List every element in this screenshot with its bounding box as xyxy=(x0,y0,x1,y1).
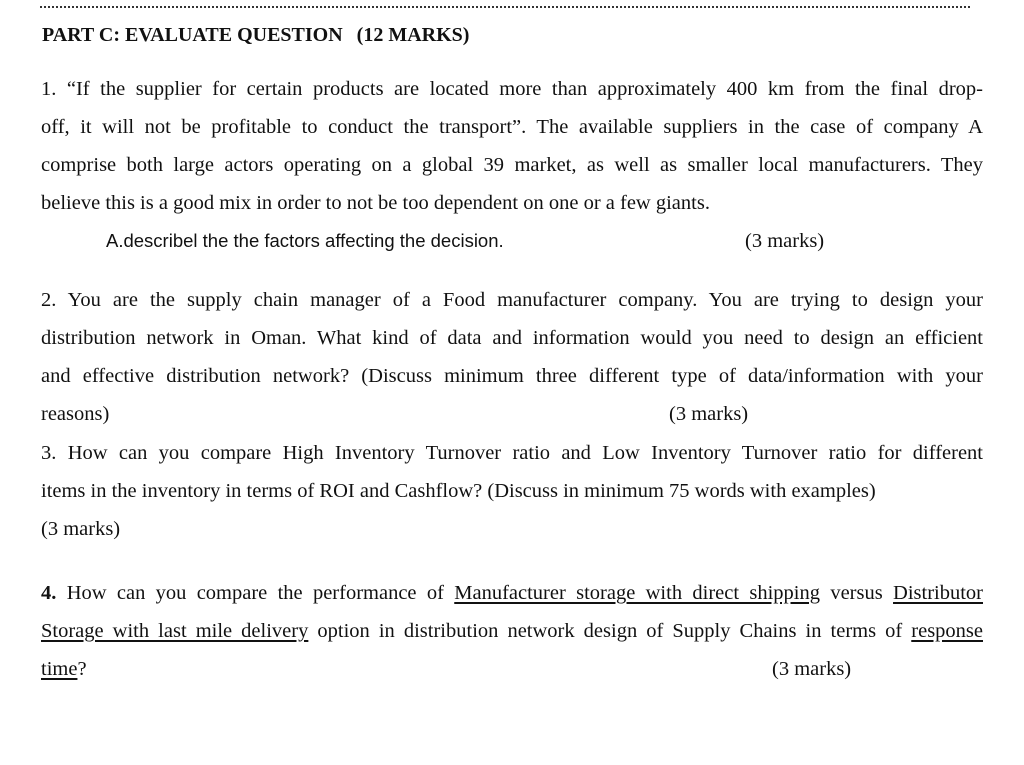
question-3 xyxy=(41,434,983,548)
question-1-line: 1. “If the supplier for certain products are located more than approximately 400 km from the final drop- xyxy=(41,78,983,100)
question-4-text: How can you compare the performance of xyxy=(56,582,455,604)
question-1 xyxy=(41,70,983,222)
manufacturer-storage-link: Manufacturer storage with direct shipping xyxy=(454,582,820,604)
question-4-text: versus xyxy=(820,582,894,604)
question-3-marks: (3 marks) xyxy=(41,518,121,540)
question-2-marks: (3 marks) xyxy=(669,403,749,425)
response-time-link: time xyxy=(41,658,78,680)
question-2-line: 2. You are the supply chain manager of a Food manufacturer company. You are trying to design your xyxy=(41,289,983,311)
question-3-line: items in the inventory in terms of ROI and Cashflow? (Discuss in minimum 75 words with examples) xyxy=(41,480,876,502)
question-3-line: 3. How can you compare High Inventory Turnover ratio and Low Inventory Turnover ratio for different xyxy=(41,442,983,464)
page-title xyxy=(42,24,469,47)
section-total-marks: (12 MARKS) xyxy=(356,24,470,46)
response-time-link: response xyxy=(911,620,983,642)
distributor-storage-link: Storage with last mile delivery xyxy=(41,620,309,642)
question-1-line: off, it will not be profitable to conduct the transport”. The available suppliers in the case of company A xyxy=(41,116,983,138)
question-1-line: believe this is a good mix in order to not be too dependent on one or a few giants. xyxy=(41,192,710,214)
question-4-text: ? xyxy=(77,658,87,680)
distributor-storage-link: Distributor xyxy=(893,582,983,604)
question-4-text: option in distribution network design of Supply Chains in terms of xyxy=(308,620,912,642)
dotted-separator xyxy=(40,6,970,8)
question-1-marks: (3 marks) xyxy=(745,230,825,252)
question-4-line xyxy=(41,612,983,650)
section-title: PART C: EVALUATE QUESTION xyxy=(42,24,343,46)
question-1-line: comprise both large actors operating on a global 39 market, as well as smaller local manufacturers. They xyxy=(41,154,983,176)
question-4-marks: (3 marks) xyxy=(772,658,852,680)
question-4-line xyxy=(41,574,983,612)
question-2-line: distribution network in Oman. What kind of data and information would you need to design an efficient xyxy=(41,327,983,349)
question-1-sub-a: A.describel the the factors affecting the decision. xyxy=(106,230,504,251)
question-4-number: 4. xyxy=(41,582,57,604)
question-2-line: and effective distribution network? (Discuss minimum three different type of data/information with your xyxy=(41,365,983,387)
question-2 xyxy=(41,281,983,433)
question-2-line: reasons) xyxy=(41,403,110,425)
